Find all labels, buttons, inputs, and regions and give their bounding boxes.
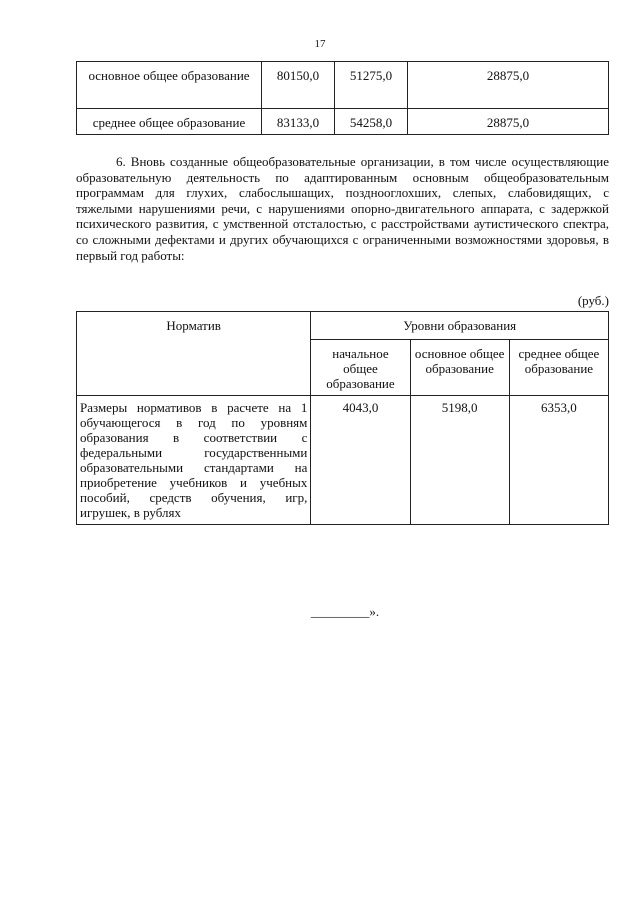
table-row [77, 62, 609, 109]
value-cell: 80150,0 [262, 62, 335, 109]
norms-table [76, 311, 609, 525]
closing-mark: _________». [310, 604, 380, 619]
table-row [77, 396, 609, 525]
norm-description: Размеры нормативов в расчете на 1 обучающегося в год по уровням образования в соответствии с федеральными государственными образовательными стандартами на приобретение учебников и учебных пособий, средств обучения, игр, игрушек, в рублях [77, 396, 311, 525]
page-number: 17 [314, 38, 326, 50]
value-cell: 4043,0 [311, 396, 410, 525]
value-cell: 28875,0 [408, 109, 609, 135]
subheader-secondary: среднее общее образование [509, 340, 608, 396]
value-cell: 28875,0 [408, 62, 609, 109]
subheader-basic: основное общее образование [410, 340, 509, 396]
education-level-cell: основное общее образование [77, 62, 262, 109]
value-cell: 83133,0 [262, 109, 335, 135]
table-header-row [77, 312, 609, 340]
levels-header: Уровни образования [311, 312, 609, 340]
value-cell: 6353,0 [509, 396, 608, 525]
currency-unit: (руб.) [577, 293, 609, 308]
norm-header: Норматив [77, 312, 311, 396]
subheader-primary: начальное общее образование [311, 340, 410, 396]
value-cell: 5198,0 [410, 396, 509, 525]
table-row [77, 109, 609, 135]
value-cell: 54258,0 [335, 109, 408, 135]
paragraph-6: 6. Вновь созданные общеобразовательные организации, в том числе осуществляющие образовательную деятельность по адаптированным основным общеобразовательным программам для глухих, слабослышащих, позднооглохших, слепых, слабовидящих, с тяжелыми нарушениями речи, с нарушениями опорно-двигательного аппарата, с задержкой психического развития, с умственной отсталостью, с расстройствами аутистического спектра, со сложными дефектами и других обучающихся с ограниченными возможностями здоровья, в первый год работы: [76, 154, 609, 263]
funding-table-continued [76, 61, 609, 135]
education-level-cell: среднее общее образование [77, 109, 262, 135]
value-cell: 51275,0 [335, 62, 408, 109]
